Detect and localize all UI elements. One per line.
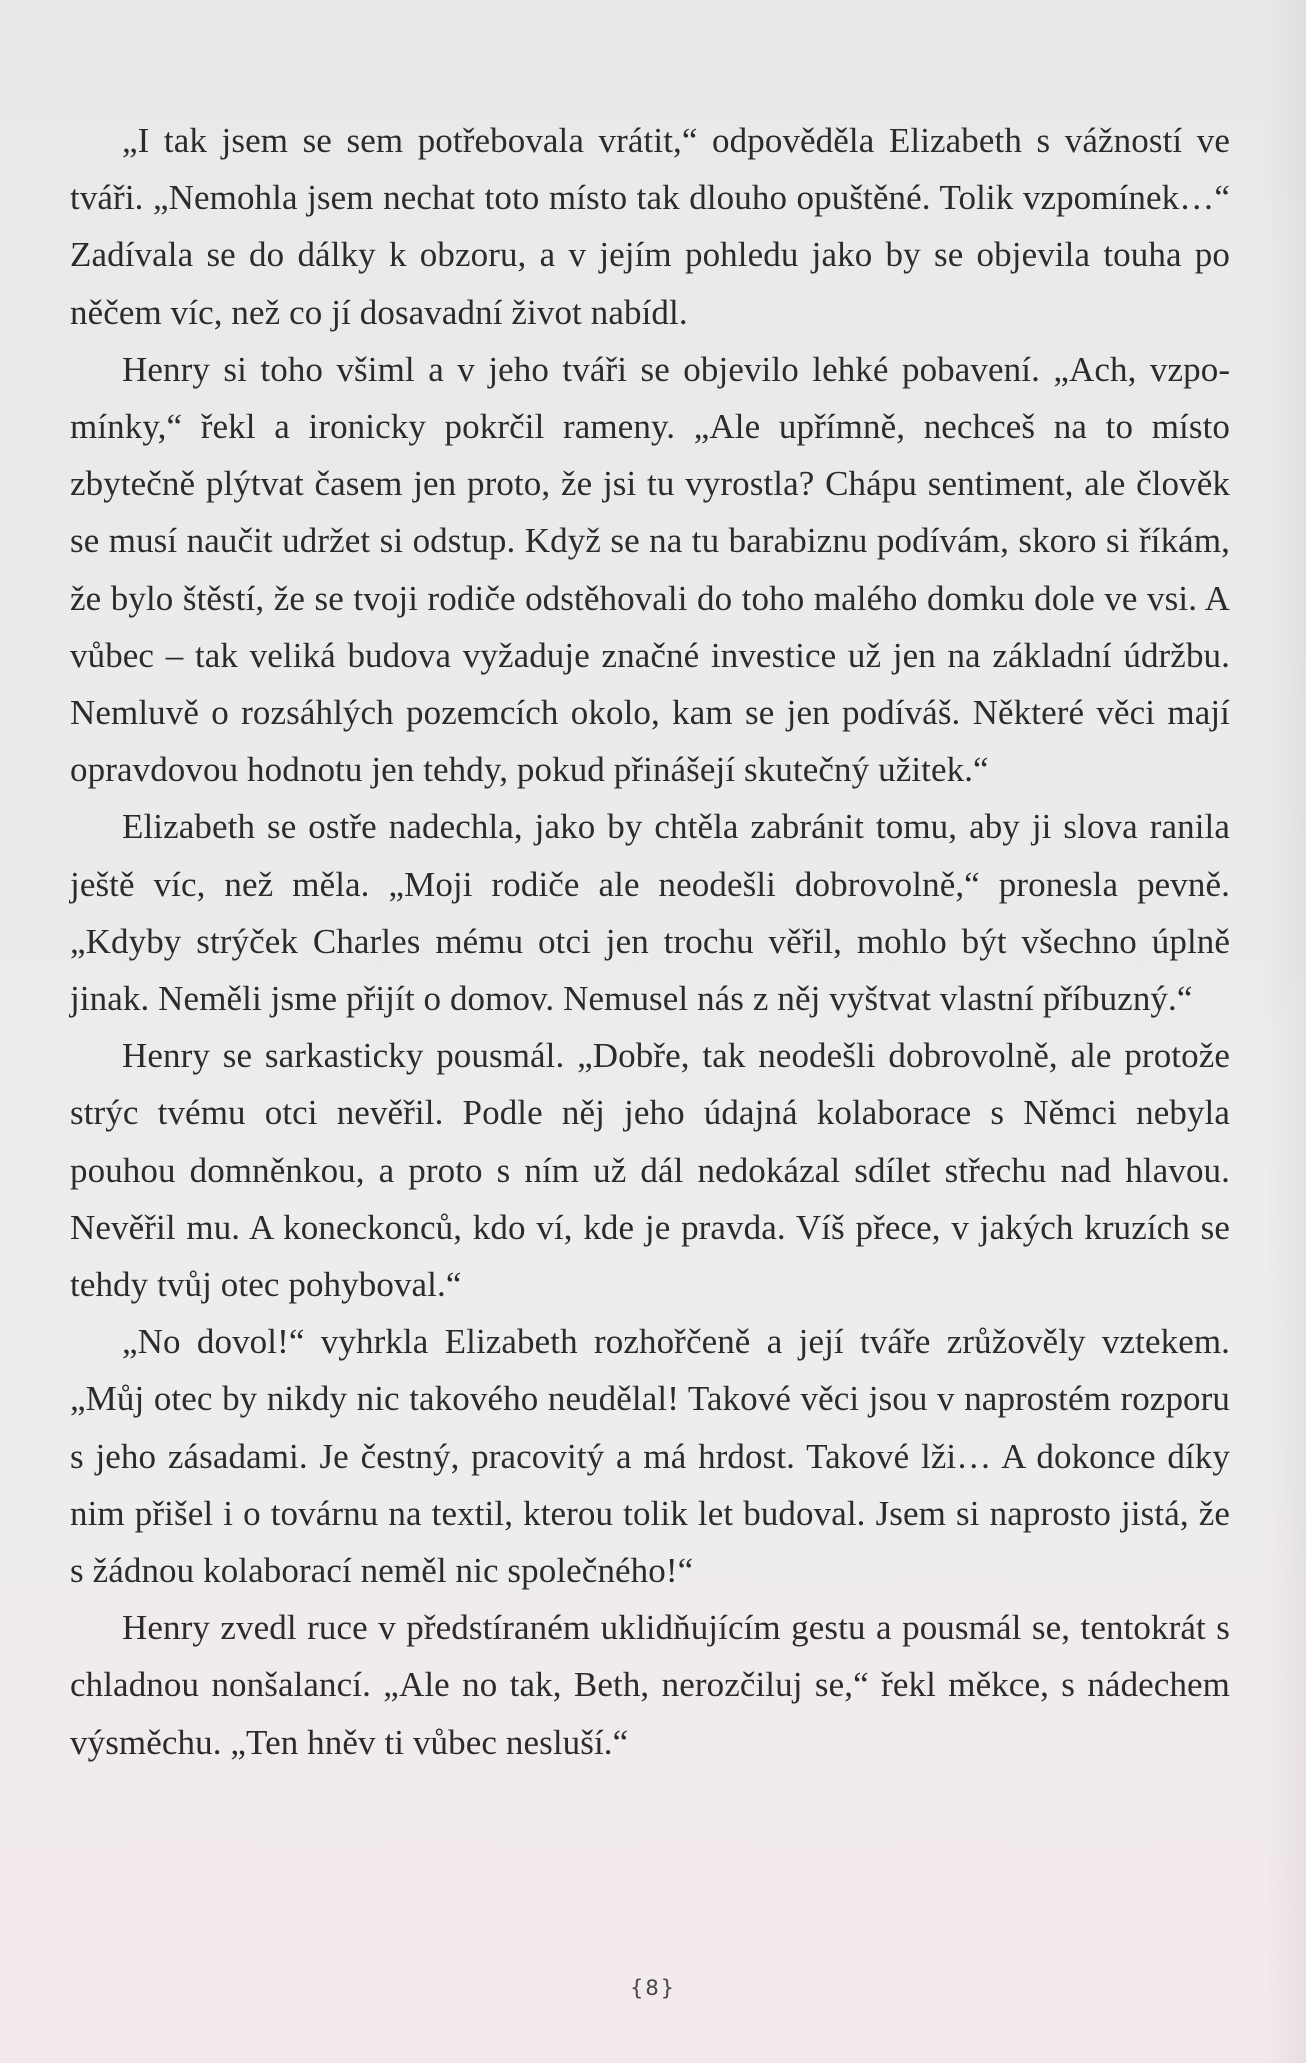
paragraph-2: Henry si toho všiml a v jeho tváři se objevilo lehké pobavení. „Ach, vzpomínky,“ řekl a ironicky pokrčil rameny. „Ale upřímně, nechceš na to místo zbytečně plýtvat časem jen proto, že jsi tu vyrostla? Chápu sentiment, ale člověk se musí naučit udržet si odstup. Když se na tu barabiznu podívám, skoro si říkám, že bylo štěstí, že se tvoji rodiče odstěhovali do toho malého domku dole ve vsi. A vůbec – tak veliká budova vyžaduje značné investice už jen na základní údržbu. Nemluvě o rozsáhlých pozemcích okolo, kam se jen podíváš. Některé věci mají opravdovou hodnotu jen tehdy, pokud přinášejí skutečný užitek.“ bbox=[70, 349, 1230, 790]
paragraph-6: Henry zvedl ruce v předstíraném uklidňujícím gestu a pousmál se, tentokrát s chladnou nonšalancí. „Ale no tak, Beth, nerozčiluj se,“ řekl měkce, s nádechem výsměchu. „Ten hněv ti vůbec nesluší.“ bbox=[70, 1608, 1230, 1762]
page-number: {8} bbox=[629, 1976, 677, 2000]
paragraph-5: „No dovol!“ vyhrkla Elizabeth rozhořčeně a její tváře zrůžověly vztekem. „Můj otec by nikdy nic takového neudělal! Takové věci jsou v naprostém rozporu s jeho zásadami. Je čestný, pracovitý a má hrdost. Takové lži… A dokonce díky nim přišel i o továrnu na textil, kterou tolik let budoval. Jsem si naprosto jistá, že s žádnou kolaborací neměl nic společného!“ bbox=[70, 1322, 1230, 1591]
book-page-text bbox=[70, 112, 1230, 1771]
paragraph-3: Elizabeth se ostře nadechla, jako by chtěla zabránit tomu, aby ji slova ranila ještě víc, než měla. „Moji rodiče ale neodešli dobrovolně,“ pronesla pevně. „Kdyby strýček Charles mému otci jen trochu věřil, mohlo být všechno úplně jinak. Neměli jsme přijít o domov. Nemusel nás z něj vyštvat vlastní příbuzný.“ bbox=[70, 807, 1230, 1019]
paragraph-1: „I tak jsem se sem potřebovala vrátit,“ odpověděla Elizabeth s vážností ve tváři. „Nemohla jsem nechat toto místo tak dlouho opuštěné. Tolik vzpomínek…“ Zadívala se do dálky k obzoru, a v jejím pohledu jako by se objevila touha po něčem víc, než co jí dosavadní život nabídl. bbox=[70, 121, 1230, 332]
page-edge-shadow bbox=[1266, 0, 1306, 2063]
paragraph-4: Henry se sarkasticky pousmál. „Dobře, tak neodešli dobrovolně, ale protože strýc tvému otci nevěřil. Podle něj jeho údajná kolaborace s Němci nebyla pouhou domněnkou, a proto s ním už dál nedokázal sdílet střechu nad hlavou. Nevěřil mu. A koneckonců, kdo ví, kde je pravda. Víš přece, v jakých kruzích se tehdy tvůj otec pohyboval.“ bbox=[70, 1036, 1230, 1305]
